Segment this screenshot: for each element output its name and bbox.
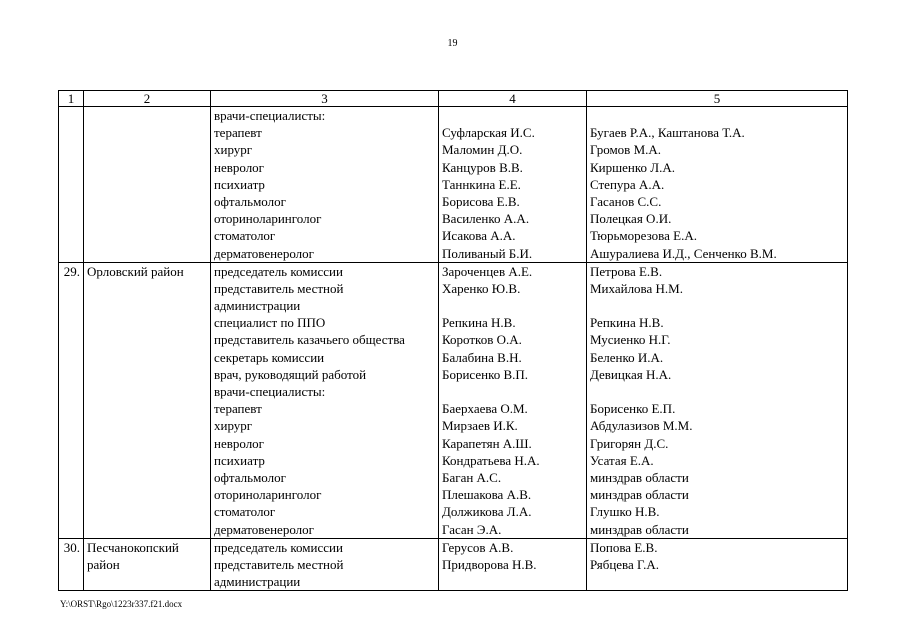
cell-line: Борисенко В.П. [442,366,529,382]
cell-line: Мирзаев И.К. [442,418,518,434]
cell-line: невролог [214,435,265,451]
number-cell: 30. [59,538,84,591]
cell-line: Канцуров В.В. [442,159,523,175]
cell-line: специалист по ППО [214,315,326,331]
cell-line: оториноларинголог [214,487,322,503]
reserve-member-cell [587,538,848,591]
cell-line: врач, руководящий работой [214,366,367,382]
cell-line: Борисенко Е.П. [590,401,676,417]
position-cell [211,107,439,263]
cell-line: Василенко А.А. [442,211,530,227]
table-row [59,262,848,538]
cell-line [590,107,844,124]
cell-line: терапевт [214,401,262,417]
cell-line: Абдулазизов М.М. [590,418,693,434]
cell-line [442,297,583,314]
number-cell: 29. [59,262,84,538]
cell-line: Григорян Д.С. [590,435,669,451]
position-cell [211,538,439,591]
table-header-row [59,91,848,107]
header-cell: 3 [211,91,439,107]
cell-line: дерматовенеролог [214,245,314,261]
commission-table [58,90,848,591]
header-cell: 5 [587,91,848,107]
cell-line [442,383,583,400]
cell-line: Степура А.А. [590,176,665,192]
cell-line: Гасанов С.С. [590,193,662,209]
cell-line: психиатр [214,176,265,192]
cell-line: Песчанокопский [87,539,179,555]
cell-line: Петрова Е.В. [590,263,663,279]
header-cell: 1 [59,91,84,107]
cell-line: Зароченцев А.Е. [442,263,533,279]
district-cell [84,107,211,263]
cell-line: Поливаный Б.И. [442,245,533,261]
cell-line: Гасан Э.А. [442,521,502,537]
cell-line: терапевт [214,125,262,141]
cell-line: Полецкая О.И. [590,211,672,227]
cell-line [590,383,844,400]
position-cell [211,262,439,538]
district-cell: Орловский район [84,262,211,538]
cell-line: Громов М.А. [590,142,662,158]
table-row [59,107,848,263]
cell-line: хирург [214,142,253,158]
cell-line: Баерхаева О.М. [442,401,528,417]
cell-line: Глушко Н.В. [590,504,660,520]
cell-line: секретарь комиссии [214,349,325,365]
cell-line: стоматолог [214,228,276,244]
cell-line: председатель комиссии [214,263,343,279]
cell-line: Харенко Ю.В. [442,280,521,296]
cell-line: Бугаев Р.А., Каштанова Т.А. [590,125,745,141]
cell-line [590,573,844,590]
cell-line [590,297,844,314]
cell-line: администрации [214,574,301,590]
cell-line: Усатая Е.А. [590,452,654,468]
cell-line: оториноларинголог [214,211,322,227]
cell-line: психиатр [214,452,265,468]
cell-line: Карапетян А.Ш. [442,435,532,451]
cell-line [442,107,583,124]
cell-line: офтальмолог [214,193,286,209]
cell-line: Ашуралиева И.Д., Сенченко В.М. [590,245,777,261]
cell-line: минздрав области [590,469,689,485]
cell-line: стоматолог [214,504,276,520]
district-cell [84,538,211,591]
cell-line: минздрав области [590,521,689,537]
cell-line: Коротков О.А. [442,332,522,348]
header-cell: 4 [439,91,587,107]
cell-line: Попова Е.В. [590,539,658,555]
cell-line: Киршенко Л.А. [590,159,675,175]
reserve-member-cell [587,262,848,538]
cell-line [442,573,583,590]
file-path-footer: Y:\ORST\Rgo\1223r337.f21.docx [60,599,183,609]
cell-line: Репкина Н.В. [442,315,516,331]
cell-line: Маломин Д.О. [442,142,523,158]
cell-line: Мусиенко Н.Г. [590,332,671,348]
cell-line: Тюрьморезова Е.А. [590,228,697,244]
cell-line: Исакова А.А. [442,228,516,244]
cell-line: Должикова Л.А. [442,504,532,520]
cell-line: Придворова Н.В. [442,556,537,572]
cell-line: хирург [214,418,253,434]
cell-line: Балабина В.Н. [442,349,522,365]
number-cell [59,107,84,263]
cell-line: Беленко И.А. [590,349,664,365]
cell-line: Плешакова А.В. [442,487,532,503]
cell-line: невролог [214,159,265,175]
cell-line: представитель казачьего общества [214,332,405,348]
cell-line: председатель комиссии [214,539,343,555]
cell-line: представитель местной [214,280,344,296]
page-number: 19 [447,38,458,49]
cell-line: Михайлова Н.М. [590,280,683,296]
cell-line: Баган А.С. [442,469,502,485]
member-cell [439,262,587,538]
cell-line: Суфларская И.С. [442,125,535,141]
cell-line: Герусов А.В. [442,539,514,555]
cell-line: минздрав области [590,487,689,503]
header-cell: 2 [84,91,211,107]
member-cell [439,107,587,263]
cell-line: представитель местной [214,556,344,572]
cell-line: Репкина Н.В. [590,315,664,331]
reserve-member-cell [587,107,848,263]
cell-line: врачи-специалисты: [214,384,326,399]
cell-line: Рябцева Г.А. [590,556,659,572]
cell-line: район [87,556,120,572]
cell-line: врачи-специалисты: [214,108,326,123]
cell-line: администрации [214,298,301,314]
table-row [59,538,848,591]
cell-line: Девицкая Н.А. [590,366,672,382]
cell-line: Таннкина Е.Е. [442,176,521,192]
member-cell [439,538,587,591]
cell-line: офтальмолог [214,469,286,485]
cell-line: дерматовенеролог [214,521,314,537]
cell-line: Борисова Е.В. [442,193,520,209]
cell-line: Кондратьева Н.А. [442,452,540,468]
